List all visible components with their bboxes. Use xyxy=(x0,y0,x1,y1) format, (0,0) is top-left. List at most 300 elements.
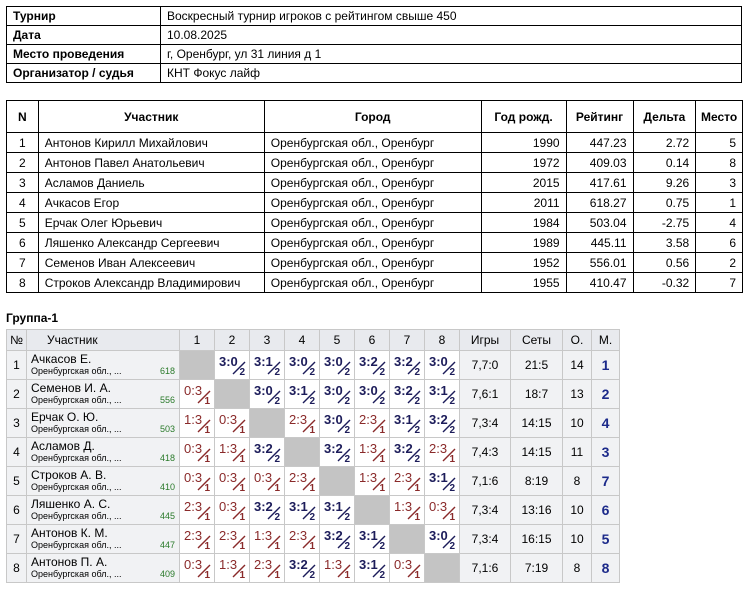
match-points: 2 xyxy=(414,396,420,407)
participant-cell: 503.04 xyxy=(566,213,633,233)
group-header: Сеты xyxy=(511,330,563,351)
participant-cell: 1952 xyxy=(481,253,566,273)
group-row xyxy=(7,554,620,583)
match-result xyxy=(390,467,425,496)
player-name: Антонов П. А. xyxy=(31,555,108,569)
points-stat: 10 xyxy=(563,409,592,438)
match-score: 3:2 xyxy=(324,441,343,456)
match-points: 2 xyxy=(449,367,455,378)
participant-cell: Оренбургская обл., Оренбург xyxy=(264,173,481,193)
match-points: 2 xyxy=(344,425,350,436)
match-points: 2 xyxy=(344,367,350,378)
match-points: 2 xyxy=(449,483,455,494)
match-result xyxy=(250,438,285,467)
match-result xyxy=(355,554,390,583)
participant-cell: Оренбургская обл., Оренбург xyxy=(264,213,481,233)
match-result xyxy=(285,409,320,438)
group-player xyxy=(27,554,180,583)
points-stat: 11 xyxy=(563,438,592,467)
match-result xyxy=(215,467,250,496)
player-city: Оренбургская обл., ... xyxy=(31,453,122,463)
player-city: Оренбургская обл., ... xyxy=(31,482,122,492)
match-score: 3:0 xyxy=(324,383,343,398)
points-stat: 14 xyxy=(563,351,592,380)
group-row-number: 5 xyxy=(7,467,27,496)
group-row-number: 7 xyxy=(7,525,27,554)
match-points: 1 xyxy=(204,512,210,523)
participant-cell: 8 xyxy=(696,153,743,173)
match-points: 2 xyxy=(414,454,420,465)
group-header: 7 xyxy=(390,330,425,351)
match-score: 2:3 xyxy=(289,528,308,543)
match-result xyxy=(180,525,215,554)
info-label: Организатор / судья xyxy=(7,64,161,83)
group-row-number: 1 xyxy=(7,351,27,380)
participants-header: N xyxy=(7,101,39,133)
participant-cell: 410.47 xyxy=(566,273,633,293)
match-points: 2 xyxy=(309,396,315,407)
match-points: 2 xyxy=(344,454,350,465)
games-stat: 7,7:0 xyxy=(460,351,511,380)
match-result xyxy=(320,351,355,380)
games-stat: 7,6:1 xyxy=(460,380,511,409)
match-score: 3:2 xyxy=(394,441,413,456)
table-row xyxy=(7,273,743,293)
player-name: Ляшенко А. С. xyxy=(31,497,111,511)
participant-cell: Семенов Иван Алексеевич xyxy=(38,253,264,273)
place-stat: 2 xyxy=(592,380,620,409)
match-result xyxy=(250,467,285,496)
match-points: 2 xyxy=(449,541,455,552)
match-score: 1:3 xyxy=(359,441,378,456)
match-score: 0:3 xyxy=(184,557,203,572)
match-points: 1 xyxy=(204,483,210,494)
player-name: Семенов И. А. xyxy=(31,381,111,395)
match-result xyxy=(250,380,285,409)
match-score: 3:2 xyxy=(289,557,308,572)
player-name: Строков А. В. xyxy=(31,468,107,482)
participant-cell: 1989 xyxy=(481,233,566,253)
match-score: 2:3 xyxy=(254,557,273,572)
participant-cell: Оренбургская обл., Оренбург xyxy=(264,153,481,173)
match-score: 2:3 xyxy=(289,470,308,485)
place-stat: 1 xyxy=(592,351,620,380)
info-value: Воскресный турнир игроков с рейтингом свыше 450 xyxy=(161,7,742,26)
match-result xyxy=(285,467,320,496)
match-points: 1 xyxy=(204,454,210,465)
points-stat: 8 xyxy=(563,554,592,583)
group-row xyxy=(7,438,620,467)
group-header: № xyxy=(7,330,27,351)
player-name: Асламов Д. xyxy=(31,439,95,453)
player-rating: 445 xyxy=(159,511,175,521)
diagonal-cell xyxy=(215,380,250,409)
games-stat: 7,1:6 xyxy=(460,554,511,583)
match-result xyxy=(355,380,390,409)
match-points: 1 xyxy=(309,425,315,436)
diagonal-cell xyxy=(285,438,320,467)
player-rating: 418 xyxy=(159,453,175,463)
match-result xyxy=(180,380,215,409)
participants-table xyxy=(6,100,743,293)
participant-cell: 7 xyxy=(696,273,743,293)
table-row xyxy=(7,233,743,253)
group-header: 8 xyxy=(425,330,460,351)
match-points: 2 xyxy=(344,396,350,407)
match-score: 3:1 xyxy=(289,499,308,514)
match-points: 2 xyxy=(239,367,245,378)
match-score: 3:1 xyxy=(394,412,413,427)
info-row xyxy=(7,26,742,45)
participant-cell: Антонов Кирилл Михайлович xyxy=(38,133,264,153)
match-score: 3:2 xyxy=(324,528,343,543)
match-score: 0:3 xyxy=(184,470,203,485)
group-row xyxy=(7,351,620,380)
group-header: 5 xyxy=(320,330,355,351)
match-points: 2 xyxy=(449,425,455,436)
match-score: 2:3 xyxy=(219,528,238,543)
match-result xyxy=(285,351,320,380)
group-header: Участник xyxy=(27,330,180,351)
participant-cell: 1990 xyxy=(481,133,566,153)
sets-stat: 16:15 xyxy=(511,525,563,554)
match-score: 3:0 xyxy=(429,354,448,369)
match-result xyxy=(320,380,355,409)
group-row-number: 2 xyxy=(7,380,27,409)
match-points: 1 xyxy=(274,541,280,552)
match-result xyxy=(250,554,285,583)
match-result xyxy=(320,525,355,554)
points-stat: 10 xyxy=(563,525,592,554)
match-result xyxy=(390,380,425,409)
diagonal-cell xyxy=(320,467,355,496)
match-result xyxy=(390,351,425,380)
participant-cell: 5 xyxy=(7,213,39,233)
group-row-number: 4 xyxy=(7,438,27,467)
match-result xyxy=(215,525,250,554)
match-points: 2 xyxy=(379,367,385,378)
player-city: Оренбургская обл., ... xyxy=(31,569,122,579)
match-points: 1 xyxy=(204,396,210,407)
participant-cell: 7 xyxy=(7,253,39,273)
match-points: 2 xyxy=(379,570,385,581)
match-points: 1 xyxy=(204,425,210,436)
participants-header: Рейтинг xyxy=(566,101,633,133)
match-points: 2 xyxy=(414,425,420,436)
match-result xyxy=(355,467,390,496)
match-result xyxy=(250,525,285,554)
match-result xyxy=(390,496,425,525)
participants-header: Участник xyxy=(38,101,264,133)
participant-cell: 0.75 xyxy=(633,193,696,213)
participant-cell: 3.58 xyxy=(633,233,696,253)
match-points: 1 xyxy=(414,570,420,581)
participant-cell: 3 xyxy=(7,173,39,193)
match-result xyxy=(215,438,250,467)
match-points: 2 xyxy=(274,396,280,407)
match-result xyxy=(390,554,425,583)
participant-cell: 447.23 xyxy=(566,133,633,153)
participant-cell: Ачкасов Егор xyxy=(38,193,264,213)
participant-cell: 5 xyxy=(696,133,743,153)
match-result xyxy=(355,525,390,554)
match-points: 2 xyxy=(344,512,350,523)
group-row xyxy=(7,467,620,496)
table-row xyxy=(7,133,743,153)
diagonal-cell xyxy=(250,409,285,438)
match-points: 1 xyxy=(379,483,385,494)
match-result xyxy=(215,496,250,525)
match-points: 2 xyxy=(309,570,315,581)
sets-stat: 18:7 xyxy=(511,380,563,409)
sets-stat: 21:5 xyxy=(511,351,563,380)
participant-cell: 1984 xyxy=(481,213,566,233)
participant-cell: 6 xyxy=(7,233,39,253)
participant-cell: 9.26 xyxy=(633,173,696,193)
match-result xyxy=(425,525,460,554)
match-score: 0:3 xyxy=(394,557,413,572)
match-points: 1 xyxy=(239,483,245,494)
games-stat: 7,4:3 xyxy=(460,438,511,467)
participant-cell: 2015 xyxy=(481,173,566,193)
group-title: Группа-1 xyxy=(6,311,59,325)
match-result xyxy=(250,351,285,380)
info-row xyxy=(7,7,742,26)
participant-cell: Оренбургская обл., Оренбург xyxy=(264,233,481,253)
match-result xyxy=(390,438,425,467)
participant-cell: 0.56 xyxy=(633,253,696,273)
info-label: Место проведения xyxy=(7,45,161,64)
match-result xyxy=(355,438,390,467)
table-row xyxy=(7,193,743,213)
player-name: Ачкасов Е. xyxy=(31,352,92,366)
match-points: 1 xyxy=(449,454,455,465)
place-stat: 8 xyxy=(592,554,620,583)
match-score: 3:1 xyxy=(359,528,378,543)
participant-cell: -0.32 xyxy=(633,273,696,293)
games-stat: 7,3:4 xyxy=(460,525,511,554)
match-score: 0:3 xyxy=(219,499,238,514)
points-stat: 8 xyxy=(563,467,592,496)
group-header: Игры xyxy=(460,330,511,351)
match-result xyxy=(180,438,215,467)
participant-cell: 0.14 xyxy=(633,153,696,173)
match-score: 0:3 xyxy=(254,470,273,485)
place-stat: 4 xyxy=(592,409,620,438)
match-points: 2 xyxy=(274,512,280,523)
participant-cell: 2.72 xyxy=(633,133,696,153)
diagonal-cell xyxy=(390,525,425,554)
place-stat: 5 xyxy=(592,525,620,554)
player-city: Оренбургская обл., ... xyxy=(31,424,122,434)
participant-cell: 8 xyxy=(7,273,39,293)
match-score: 3:0 xyxy=(429,528,448,543)
match-score: 1:3 xyxy=(324,557,343,572)
match-result xyxy=(425,351,460,380)
group-row-number: 6 xyxy=(7,496,27,525)
info-value: г, Оренбург, ул 31 линия д 1 xyxy=(161,45,742,64)
group-row xyxy=(7,409,620,438)
match-score: 0:3 xyxy=(184,383,203,398)
match-score: 0:3 xyxy=(429,499,448,514)
participants-header: Год рожд. xyxy=(481,101,566,133)
match-score: 2:3 xyxy=(359,412,378,427)
match-result xyxy=(320,438,355,467)
match-score: 1:3 xyxy=(219,557,238,572)
participant-cell: 1 xyxy=(696,193,743,213)
participants-header: Место xyxy=(696,101,743,133)
match-result xyxy=(250,496,285,525)
match-score: 2:3 xyxy=(394,470,413,485)
match-points: 2 xyxy=(414,367,420,378)
group-player xyxy=(27,467,180,496)
match-score: 2:3 xyxy=(184,528,203,543)
match-result xyxy=(320,554,355,583)
match-result xyxy=(425,496,460,525)
participants-header: Дельта xyxy=(633,101,696,133)
match-score: 3:2 xyxy=(394,354,413,369)
match-score: 0:3 xyxy=(219,470,238,485)
match-result xyxy=(215,554,250,583)
match-points: 1 xyxy=(239,541,245,552)
match-points: 2 xyxy=(379,541,385,552)
participant-cell: Ерчак Олег Юрьевич xyxy=(38,213,264,233)
games-stat: 7,3:4 xyxy=(460,496,511,525)
match-score: 2:3 xyxy=(429,441,448,456)
group-header: 3 xyxy=(250,330,285,351)
group-results-table xyxy=(6,329,620,583)
group-row-number: 3 xyxy=(7,409,27,438)
match-score: 3:0 xyxy=(359,383,378,398)
match-points: 1 xyxy=(274,483,280,494)
player-city: Оренбургская обл., ... xyxy=(31,511,122,521)
match-points: 1 xyxy=(204,541,210,552)
match-score: 3:2 xyxy=(359,354,378,369)
match-score: 2:3 xyxy=(184,499,203,514)
match-result xyxy=(425,438,460,467)
participant-cell: Оренбургская обл., Оренбург xyxy=(264,253,481,273)
group-player xyxy=(27,496,180,525)
player-city: Оренбургская обл., ... xyxy=(31,366,122,376)
match-result xyxy=(425,409,460,438)
match-points: 1 xyxy=(239,570,245,581)
place-stat: 6 xyxy=(592,496,620,525)
match-score: 3:0 xyxy=(324,354,343,369)
player-city: Оренбургская обл., ... xyxy=(31,540,122,550)
info-label: Дата xyxy=(7,26,161,45)
match-points: 1 xyxy=(379,454,385,465)
participant-cell: -2.75 xyxy=(633,213,696,233)
participant-cell: 1972 xyxy=(481,153,566,173)
match-result xyxy=(285,554,320,583)
group-row xyxy=(7,525,620,554)
player-name: Антонов К. М. xyxy=(31,526,108,540)
player-rating: 447 xyxy=(159,540,175,550)
participant-cell: Антонов Павел Анатольевич xyxy=(38,153,264,173)
match-score: 3:2 xyxy=(254,499,273,514)
place-stat: 3 xyxy=(592,438,620,467)
participant-cell: 1955 xyxy=(481,273,566,293)
match-score: 1:3 xyxy=(219,441,238,456)
sets-stat: 7:19 xyxy=(511,554,563,583)
player-rating: 409 xyxy=(159,569,175,579)
match-score: 3:2 xyxy=(429,412,448,427)
match-points: 2 xyxy=(274,454,280,465)
match-result xyxy=(215,351,250,380)
tournament-info-table xyxy=(6,6,742,83)
table-row xyxy=(7,213,743,233)
participant-cell: 6 xyxy=(696,233,743,253)
match-score: 3:2 xyxy=(254,441,273,456)
match-points: 1 xyxy=(344,570,350,581)
match-points: 1 xyxy=(309,541,315,552)
participant-cell: 445.11 xyxy=(566,233,633,253)
match-points: 1 xyxy=(449,512,455,523)
info-value: КНТ Фокус лайф xyxy=(161,64,742,83)
group-player xyxy=(27,380,180,409)
participant-cell: 1 xyxy=(7,133,39,153)
player-rating: 410 xyxy=(159,482,175,492)
match-score: 1:3 xyxy=(394,499,413,514)
participant-cell: 4 xyxy=(696,213,743,233)
match-points: 1 xyxy=(239,454,245,465)
match-points: 2 xyxy=(274,367,280,378)
match-score: 1:3 xyxy=(359,470,378,485)
match-result xyxy=(425,380,460,409)
group-row xyxy=(7,380,620,409)
match-score: 0:3 xyxy=(219,412,238,427)
match-result xyxy=(285,380,320,409)
participant-cell: Оренбургская обл., Оренбург xyxy=(264,273,481,293)
participant-cell: 3 xyxy=(696,173,743,193)
match-score: 3:0 xyxy=(324,412,343,427)
match-result xyxy=(215,409,250,438)
match-points: 2 xyxy=(309,367,315,378)
match-score: 0:3 xyxy=(184,441,203,456)
sets-stat: 14:15 xyxy=(511,409,563,438)
match-score: 3:0 xyxy=(254,383,273,398)
group-header: 2 xyxy=(215,330,250,351)
match-points: 1 xyxy=(414,483,420,494)
match-result xyxy=(320,496,355,525)
match-result xyxy=(425,467,460,496)
diagonal-cell xyxy=(355,496,390,525)
player-rating: 618 xyxy=(159,366,175,376)
match-score: 3:1 xyxy=(429,470,448,485)
info-row xyxy=(7,45,742,64)
group-player xyxy=(27,525,180,554)
participant-cell: 556.01 xyxy=(566,253,633,273)
group-header: 1 xyxy=(180,330,215,351)
match-result xyxy=(355,409,390,438)
info-value: 10.08.2025 xyxy=(161,26,742,45)
group-row-number: 8 xyxy=(7,554,27,583)
match-points: 2 xyxy=(309,512,315,523)
match-score: 1:3 xyxy=(184,412,203,427)
match-score: 3:1 xyxy=(429,383,448,398)
match-score: 3:1 xyxy=(289,383,308,398)
diagonal-cell xyxy=(180,351,215,380)
participants-header: Город xyxy=(264,101,481,133)
player-rating: 556 xyxy=(159,395,175,405)
match-score: 3:1 xyxy=(359,557,378,572)
participant-cell: 417.61 xyxy=(566,173,633,193)
group-player xyxy=(27,438,180,467)
match-points: 2 xyxy=(449,396,455,407)
table-row xyxy=(7,253,743,273)
participant-cell: Оренбургская обл., Оренбург xyxy=(264,133,481,153)
group-player xyxy=(27,351,180,380)
